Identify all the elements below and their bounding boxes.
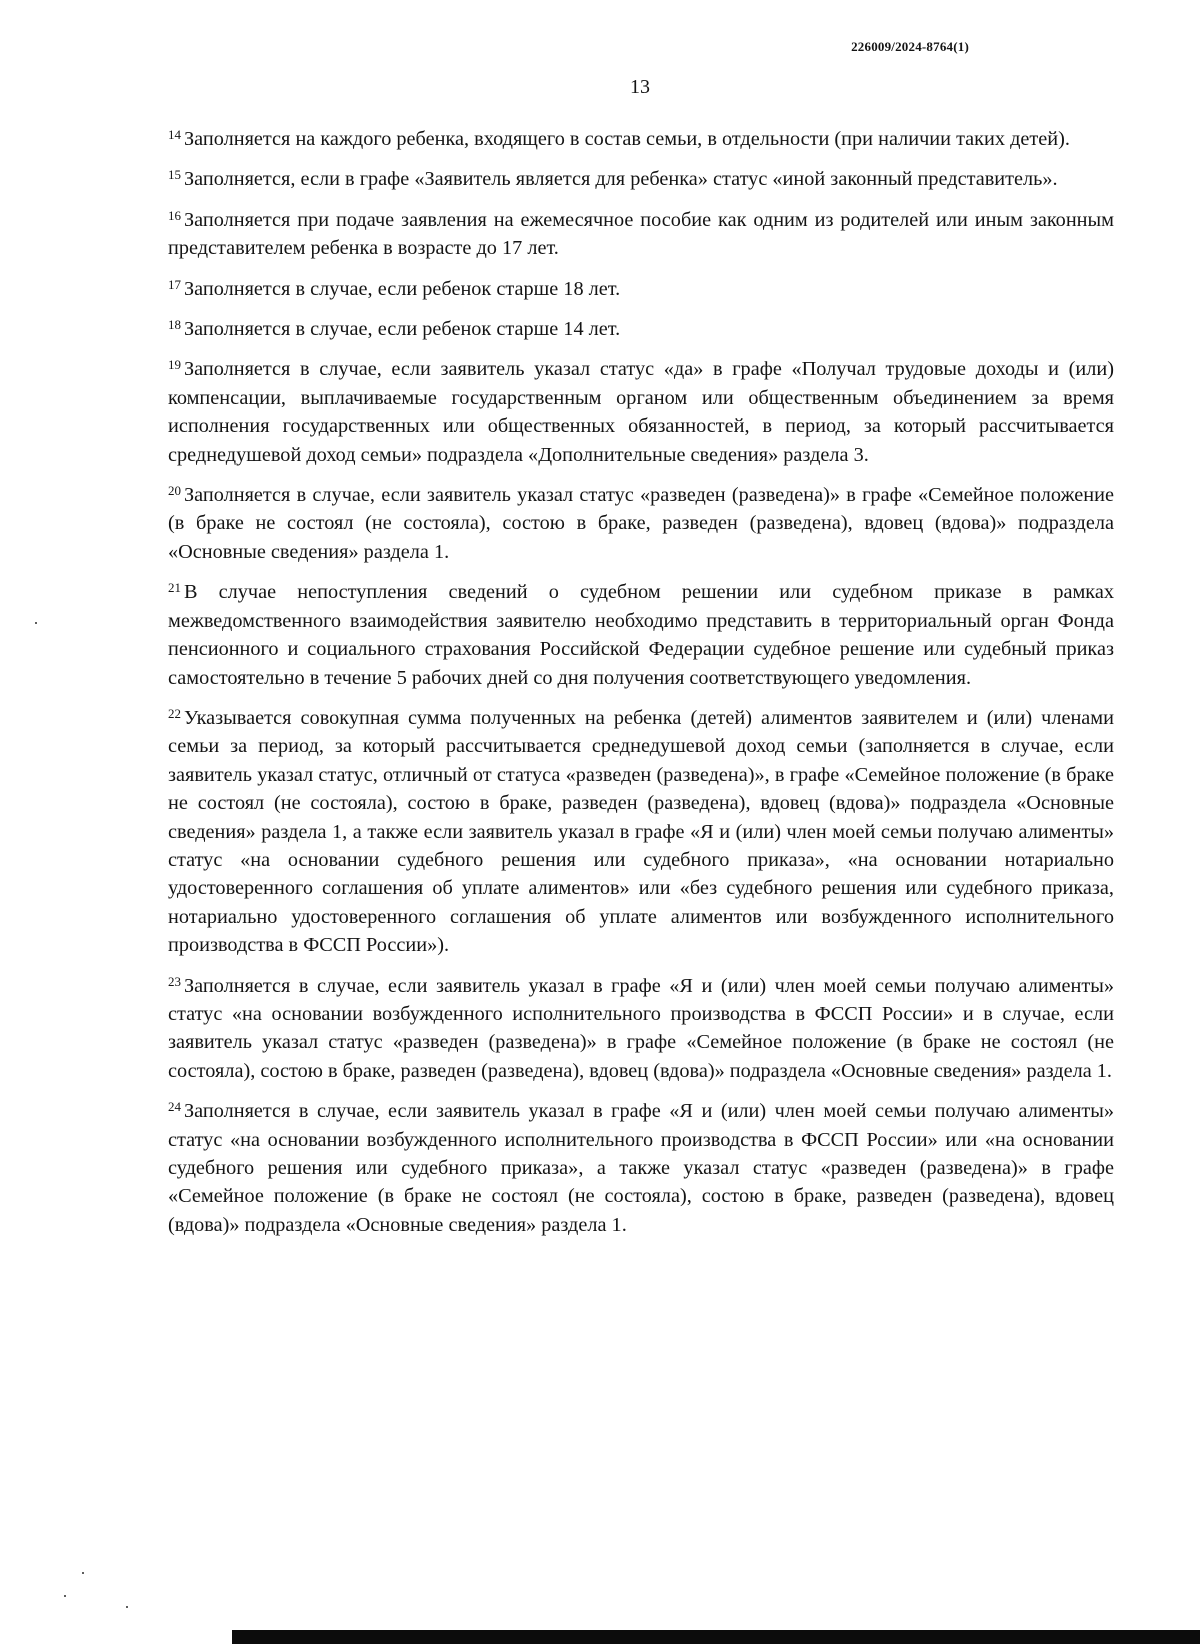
- footnote-marker: 16: [168, 207, 181, 223]
- footnote-text: Указывается совокупная сумма полученных на ребенка (детей) алиментов заявителем и (или) членами семьи за период, за который рассчитывается среднедушевой доход семьи (заполняется в случае, если заявитель указал статус, отличный от статуса «разведен (разведена)», в графе «Семейное положение (в браке не состоял (не состояла), состою в браке, разведен (разведена), вдовец (вдова)» подраздела «Основные сведения» раздела 1, а также если заявитель указал в графе «Я и (или) член моей семьи получаю алименты» статус «на основании судебного решения или судебного приказа», «на основании нотариально удостоверенного соглашения об уплате алиментов» или «без судебного решения или судебного приказа, нотариально удостоверенного соглашения об уплате алиментов или возбужденного исполнительного производства в ФССП России»).: [168, 706, 1114, 957]
- footnote-19: [168, 355, 1114, 469]
- footnote-text: Заполняется в случае, если заявитель указал статус «разведен (разведена)» в графе «Семейное положение (в браке не состоял (не состояла), состою в браке, разведен (разведена), вдовец (вдова)» подраздела «Основные сведения» раздела 1.: [168, 484, 1114, 563]
- footnote-22: [168, 704, 1114, 960]
- footnote-23: [168, 972, 1114, 1086]
- footnote-text: Заполняется в случае, если заявитель указал в графе «Я и (или) член моей семьи получаю алименты» статус «на основании возбужденного исполнительного производства в ФССП России» или «на основании судебного решения или судебного приказа», а также указал статус «разведен (разведена)» в графе «Семейное положение (в браке не состоял (не состояла), состою в браке, разведен (разведена), вдовец (вдова)» подраздела «Основные сведения» раздела 1.: [168, 1100, 1114, 1236]
- scan-speck: [35, 622, 37, 624]
- footnote-marker: 14: [168, 127, 181, 142]
- footnote-17: [168, 275, 1114, 303]
- scan-speck: [82, 1572, 84, 1574]
- footnote-15: [168, 165, 1114, 193]
- footnote-text: Заполняется в случае, если ребенок старше 14 лет.: [184, 318, 621, 341]
- scan-speck: [64, 1595, 66, 1597]
- footnote-text: В случае непоступления сведений о судебном решении или судебном приказе в рамках межведомственного взаимодействия заявителю необходимо представить в территориальный орган Фонда пенсионного и социального страхования Российской Федерации судебное решение или судебный приказ самостоятельно в течение 5 рабочих дней со дня получения соответствующего уведомления.: [168, 581, 1114, 689]
- footnote-14: [168, 125, 1114, 153]
- footnote-marker: 23: [168, 973, 181, 989]
- footnote-marker: 18: [168, 317, 181, 333]
- footnote-text: Заполняется на каждого ребенка, входящего в состав семьи, в отдельности (при наличии таких детей).: [184, 128, 1070, 150]
- footnote-text: Заполняется в случае, если заявитель указал в графе «Я и (или) член моей семьи получаю алименты» статус «на основании возбужденного исполнительного производства в ФССП России» и в случае, если заявитель указал статус «разведен (разведена)» в графе «Семейное положение (в браке не состоял (не состояла), состою в браке, разведен (разведена), вдовец (вдова)» подраздела «Основные сведения» раздела 1.: [168, 974, 1114, 1082]
- footnote-16: [168, 206, 1114, 263]
- footnote-marker: 24: [168, 1099, 181, 1115]
- footnote-text: Заполняется, если в графе «Заявитель является для ребенка» статус «иной законный представитель».: [184, 168, 1058, 191]
- footnote-18: [168, 315, 1114, 343]
- scan-speck: [126, 1606, 128, 1608]
- footnote-marker: 19: [168, 357, 181, 373]
- footnote-marker: 22: [168, 705, 181, 721]
- footnote-21: [168, 578, 1114, 692]
- footnote-marker: 15: [168, 167, 181, 183]
- footnote-20: [168, 481, 1114, 566]
- footnote-marker: 17: [168, 276, 181, 292]
- scan-bottom-edge: [232, 1630, 1200, 1644]
- footnotes-list: [168, 125, 1114, 1251]
- footnote-marker: 20: [168, 483, 181, 499]
- footnote-text: Заполняется в случае, если ребенок старше 18 лет.: [184, 277, 621, 300]
- footnote-24: [168, 1097, 1114, 1239]
- footnote-text: Заполняется в случае, если заявитель указал статус «да» в графе «Получал трудовые доходы и (или) компенсации, выплачиваемые государственным органом или общественным объединением за время исполнения государственных или общественных обязанностей, в период, за который рассчитывается среднедушевой доход семьи» подраздела «Дополнительные сведения» раздела 3.: [168, 358, 1114, 466]
- footnote-marker: 21: [168, 580, 181, 596]
- footnote-text: Заполняется при подаче заявления на ежемесячное пособие как одним из родителей или иным законным представителем ребенка в возрасте до 17 лет.: [168, 208, 1114, 260]
- page-number: 13: [630, 76, 650, 98]
- document-number: 226009/2024-8764(1): [851, 39, 969, 54]
